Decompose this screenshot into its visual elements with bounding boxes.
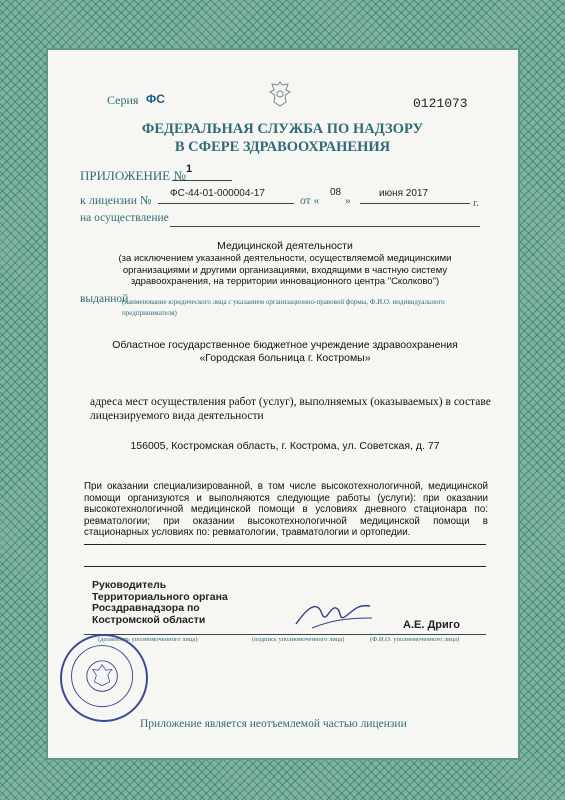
blank-number: 0121073 bbox=[413, 96, 468, 111]
appendix-number: 1 bbox=[186, 163, 193, 175]
issued-label: выданной bbox=[80, 293, 129, 305]
issued-hint: (наименование юридического лица с указанием организационно-правовой формы, Ф.И.О. индивидуального предпринимателя) bbox=[122, 298, 445, 317]
address-value: 156005, Костромская область, г. Кострома, ул. Советская, д. 77 bbox=[130, 440, 440, 452]
services-text: При оказании специализированной, в том числе высокотехнологичной, медицинской помощи организуются и выполняются следующие работы (услуги): при оказании высокотехнологичной медицинской помощи в условиях дневного стационара по: ревматологии; при оказании высокотехнологичной медицинской помощи в стационарных условиях по: ревматологии, травматологии и ортопедии. bbox=[84, 481, 488, 539]
footer-note: Приложение является неотъемлемой частью лицензии bbox=[140, 718, 407, 730]
series-value: ФС bbox=[146, 92, 165, 106]
appendix-label: ПРИЛОЖЕНИЕ № bbox=[80, 168, 186, 183]
organization-line-1: Областное государственное бюджетное учреждение здравоохранения bbox=[112, 339, 458, 351]
series-label: Серия bbox=[107, 93, 139, 107]
date-quote-close: » bbox=[345, 195, 351, 207]
signature-underline bbox=[84, 634, 486, 635]
signature-hint-name: (Ф.И.О. уполномоченного лица) bbox=[370, 636, 460, 643]
signature-hint-signature: (подпись уполномоченного лица) bbox=[252, 636, 345, 643]
date-from-label: от « bbox=[300, 195, 320, 207]
organization-line-2: «Городская больница г. Костромы» bbox=[199, 352, 371, 364]
title-line-1: ФЕДЕРАЛЬНАЯ СЛУЖБА ПО НАДЗОРУ bbox=[141, 121, 424, 137]
coat-of-arms-icon bbox=[268, 80, 292, 108]
date-year-suffix: г. bbox=[473, 197, 480, 209]
activity-label: на осуществление bbox=[80, 212, 169, 224]
activity-underline bbox=[170, 226, 480, 227]
activity-title: Медицинской деятельности bbox=[217, 240, 353, 252]
date-underline bbox=[360, 203, 470, 204]
signer-name: А.Е. Дриго bbox=[403, 619, 460, 631]
signature-hint-position: (должность уполномоченного лица) bbox=[98, 636, 198, 643]
license-number: ФС-44-01-000004-17 bbox=[170, 188, 265, 199]
address-label: адреса мест осуществления работ (услуг), выполняемых (оказываемых) в составе лицензируемого вида деятельности bbox=[90, 396, 491, 422]
title-line-2: В СФЕРЕ ЗДРАВООХРАНЕНИЯ bbox=[174, 139, 391, 155]
appendix-underline bbox=[172, 180, 232, 181]
activity-note: (за исключением указанной деятельности, осуществляемой медицинскими организациями и другими организациями, входящими в частную систему здравоохранения, на территории инновационного центра "Сколково") bbox=[118, 253, 452, 287]
services-divider-1 bbox=[84, 544, 486, 545]
license-label: к лицензии № bbox=[80, 193, 152, 207]
official-seal-icon bbox=[60, 634, 148, 722]
date-day: 08 bbox=[330, 187, 342, 198]
handwritten-signature-icon bbox=[292, 594, 376, 634]
signer-position: Руководитель Территориального органа Росздравнадзора по Костромской области bbox=[92, 579, 228, 626]
license-underline bbox=[158, 203, 294, 204]
date-month-year: июня 2017 bbox=[379, 188, 429, 199]
services-divider-2 bbox=[84, 566, 486, 567]
